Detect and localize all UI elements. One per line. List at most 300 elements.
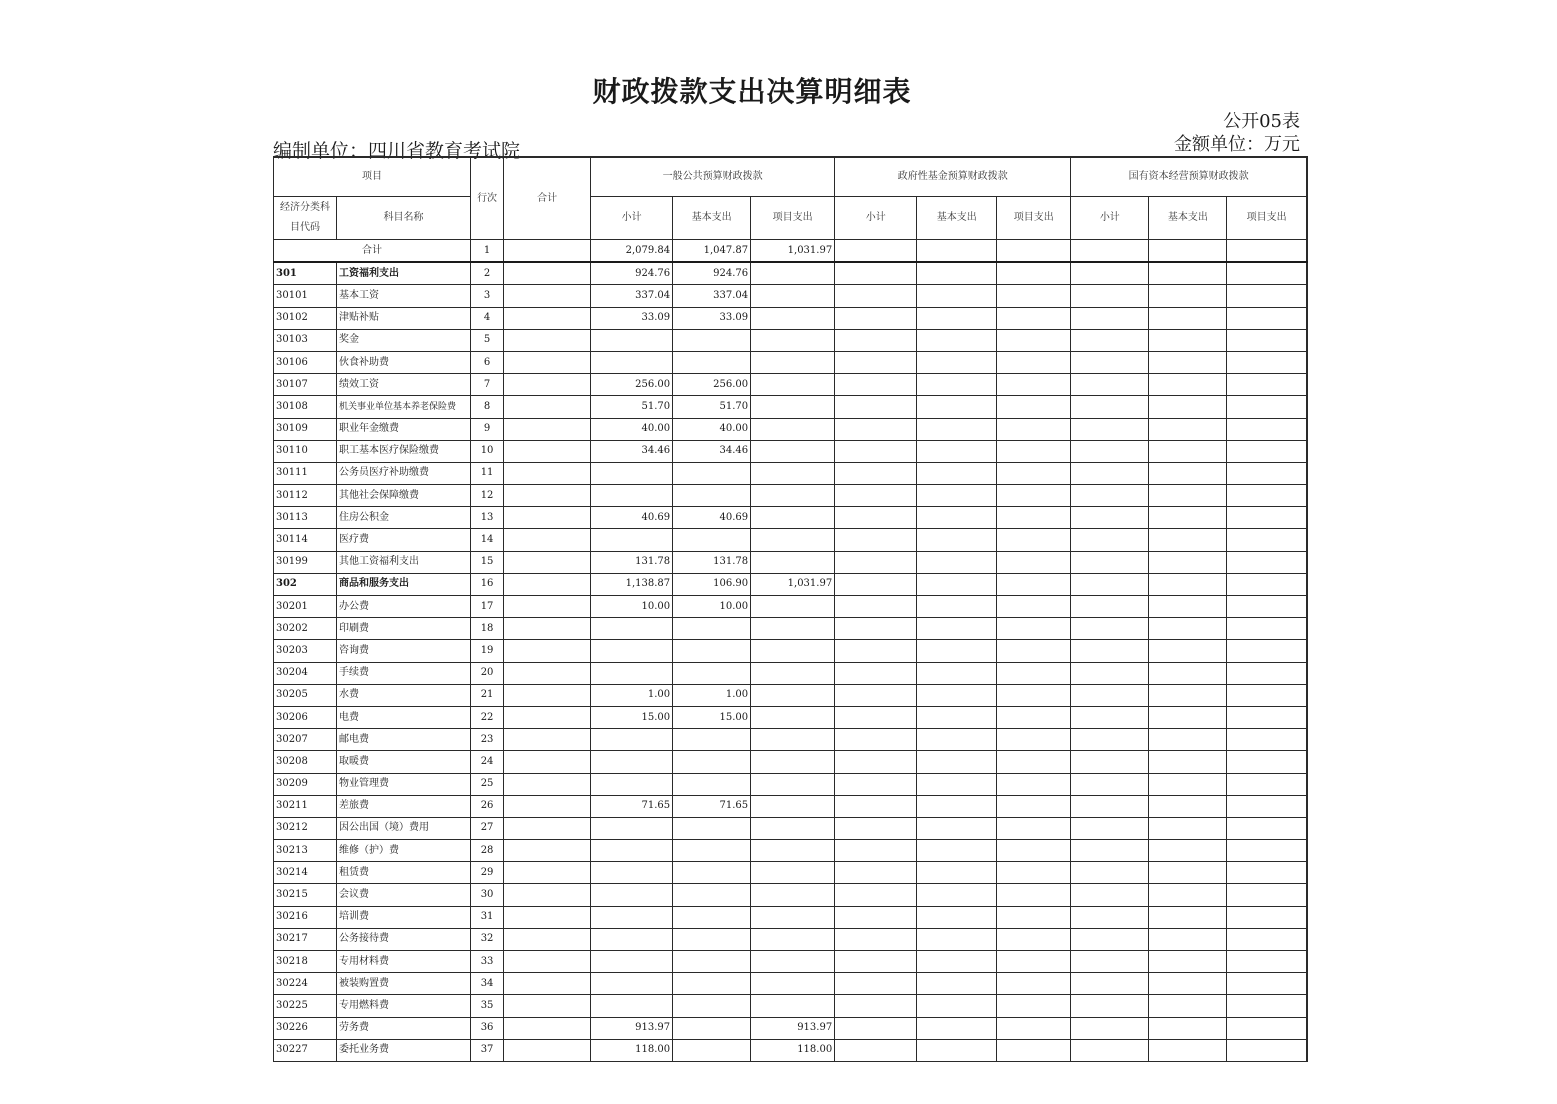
fund-subtotal-cell — [835, 596, 917, 618]
fund-basic-cell — [917, 462, 997, 484]
capital-basic-cell — [1149, 618, 1227, 640]
capital-project-cell — [1227, 440, 1307, 462]
econ-code-cell: 30215 — [274, 884, 337, 906]
line-no-cell: 20 — [471, 662, 504, 684]
table-row — [274, 684, 1308, 706]
table-row — [274, 507, 1308, 529]
fund-project-cell — [997, 1017, 1071, 1039]
total-cell — [504, 684, 591, 706]
table-row — [274, 551, 1308, 573]
line-no-cell: 6 — [471, 351, 504, 373]
item-name-cell: 专用燃料费 — [337, 995, 471, 1017]
general-subtotal-cell: 131.78 — [591, 551, 673, 573]
table-row — [274, 351, 1308, 373]
general-basic-cell: 51.70 — [673, 396, 751, 418]
header-row-no: 行次 — [471, 157, 504, 240]
econ-code-cell: 30211 — [274, 795, 337, 817]
general-project-cell — [751, 973, 835, 995]
line-no-cell: 19 — [471, 640, 504, 662]
item-name-cell: 租赁费 — [337, 862, 471, 884]
general-project-cell — [751, 795, 835, 817]
general-basic-cell: 15.00 — [673, 706, 751, 728]
fund-project-cell — [997, 396, 1071, 418]
general-basic-cell — [673, 951, 751, 973]
capital-subtotal-cell — [1071, 374, 1149, 396]
header-general-basic: 基本支出 — [673, 197, 751, 240]
fund-project-cell — [997, 928, 1071, 950]
total-cell — [504, 262, 591, 285]
econ-code-cell: 30199 — [274, 551, 337, 573]
total-cell — [504, 1039, 591, 1061]
capital-basic-cell — [1149, 462, 1227, 484]
fund-basic-cell — [917, 973, 997, 995]
capital-project-cell — [1227, 374, 1307, 396]
capital-basic-cell — [1149, 285, 1227, 307]
capital-subtotal-cell — [1071, 951, 1149, 973]
general-subtotal-cell — [591, 729, 673, 751]
econ-code-cell: 30112 — [274, 485, 337, 507]
capital-subtotal-cell — [1071, 1017, 1149, 1039]
general-basic-cell: 33.09 — [673, 307, 751, 329]
general-project-cell — [751, 884, 835, 906]
line-no-cell: 35 — [471, 995, 504, 1017]
capital-project-cell — [1227, 751, 1307, 773]
line-no-cell: 27 — [471, 817, 504, 839]
total-cell — [504, 285, 591, 307]
line-no-cell: 32 — [471, 928, 504, 950]
item-name-cell: 伙食补助费 — [337, 351, 471, 373]
fund-subtotal-cell — [835, 1017, 917, 1039]
general-basic-cell: 40.00 — [673, 418, 751, 440]
capital-basic-cell — [1149, 307, 1227, 329]
line-no-cell: 7 — [471, 374, 504, 396]
econ-code-cell: 30109 — [274, 418, 337, 440]
fund-project-cell — [997, 973, 1071, 995]
capital-project-cell — [1227, 329, 1307, 351]
table-row — [274, 1039, 1308, 1061]
general-project-cell — [751, 729, 835, 751]
fund-subtotal-cell — [835, 529, 917, 551]
total-cell — [504, 529, 591, 551]
general-project-cell — [751, 551, 835, 573]
table-row — [274, 773, 1308, 795]
total-cell — [504, 351, 591, 373]
general-subtotal-cell — [591, 884, 673, 906]
capital-basic-cell — [1149, 396, 1227, 418]
general-basic-cell: 71.65 — [673, 795, 751, 817]
table-row — [274, 396, 1308, 418]
table-row — [274, 374, 1308, 396]
line-no-cell: 10 — [471, 440, 504, 462]
capital-subtotal-cell — [1071, 596, 1149, 618]
econ-code-cell: 30102 — [274, 307, 337, 329]
line-no-cell: 17 — [471, 596, 504, 618]
fund-project-cell — [997, 551, 1071, 573]
capital-project-cell — [1227, 817, 1307, 839]
fund-subtotal-cell — [835, 751, 917, 773]
general-subtotal-cell: 337.04 — [591, 285, 673, 307]
total-cell — [504, 928, 591, 950]
capital-subtotal-cell — [1071, 396, 1149, 418]
fund-basic-cell — [917, 529, 997, 551]
general-project-cell — [751, 817, 835, 839]
item-name-cell: 绩效工资 — [337, 374, 471, 396]
total-cell — [504, 396, 591, 418]
fund-project-cell — [997, 307, 1071, 329]
total-cell — [504, 662, 591, 684]
item-name-cell: 机关事业单位基本养老保险费 — [337, 396, 471, 418]
capital-subtotal-cell — [1071, 307, 1149, 329]
empty-cell — [997, 240, 1071, 263]
general-subtotal-cell — [591, 351, 673, 373]
total-general-subtotal: 2,079.84 — [591, 240, 673, 263]
header-capital-basic: 基本支出 — [1149, 197, 1227, 240]
general-basic-cell: 256.00 — [673, 374, 751, 396]
fund-project-cell — [997, 462, 1071, 484]
item-name-cell: 培训费 — [337, 906, 471, 928]
general-basic-cell — [673, 840, 751, 862]
general-basic-cell: 10.00 — [673, 596, 751, 618]
table-row — [274, 884, 1308, 906]
capital-project-cell — [1227, 840, 1307, 862]
general-subtotal-cell: 1.00 — [591, 684, 673, 706]
fund-project-cell — [997, 351, 1071, 373]
capital-subtotal-cell — [1071, 729, 1149, 751]
general-project-cell — [751, 351, 835, 373]
general-subtotal-cell — [591, 751, 673, 773]
econ-code-cell: 30110 — [274, 440, 337, 462]
capital-project-cell — [1227, 706, 1307, 728]
fund-basic-cell — [917, 418, 997, 440]
general-basic-cell — [673, 640, 751, 662]
total-cell — [504, 329, 591, 351]
fund-basic-cell — [917, 596, 997, 618]
table-row — [274, 817, 1308, 839]
econ-code-cell: 30202 — [274, 618, 337, 640]
fund-subtotal-cell — [835, 374, 917, 396]
item-name-cell: 其他社会保障缴费 — [337, 485, 471, 507]
amount-unit: 金额单位：万元 — [1174, 134, 1300, 155]
capital-subtotal-cell — [1071, 462, 1149, 484]
capital-basic-cell — [1149, 862, 1227, 884]
fund-subtotal-cell — [835, 862, 917, 884]
header-fund-project: 项目支出 — [997, 197, 1071, 240]
general-subtotal-cell: 71.65 — [591, 795, 673, 817]
general-basic-cell — [673, 928, 751, 950]
econ-code-cell: 30204 — [274, 662, 337, 684]
table-row — [274, 928, 1308, 950]
capital-basic-cell — [1149, 485, 1227, 507]
capital-subtotal-cell — [1071, 418, 1149, 440]
econ-code-cell: 30224 — [274, 973, 337, 995]
capital-subtotal-cell — [1071, 618, 1149, 640]
fund-subtotal-cell — [835, 662, 917, 684]
general-basic-cell — [673, 351, 751, 373]
table-row — [274, 618, 1308, 640]
fund-basic-cell — [917, 928, 997, 950]
item-name-cell: 专用材料费 — [337, 951, 471, 973]
general-project-cell — [751, 751, 835, 773]
fund-basic-cell — [917, 795, 997, 817]
table-row — [274, 596, 1308, 618]
fund-project-cell — [997, 285, 1071, 307]
header-general-project: 项目支出 — [751, 197, 835, 240]
fund-subtotal-cell — [835, 906, 917, 928]
line-no-cell: 22 — [471, 706, 504, 728]
table-row — [274, 462, 1308, 484]
capital-basic-cell — [1149, 906, 1227, 928]
general-project-cell — [751, 995, 835, 1017]
fund-basic-cell — [917, 573, 997, 595]
header-econ-code: 经济分类科目代码 — [274, 197, 337, 240]
header-project: 项目 — [274, 157, 471, 197]
total-cell — [504, 596, 591, 618]
capital-basic-cell — [1149, 640, 1227, 662]
capital-project-cell — [1227, 884, 1307, 906]
capital-subtotal-cell — [1071, 640, 1149, 662]
total-cell — [504, 418, 591, 440]
general-basic-cell: 337.04 — [673, 285, 751, 307]
item-name-cell: 邮电费 — [337, 729, 471, 751]
table-row — [274, 285, 1308, 307]
fund-basic-cell — [917, 551, 997, 573]
fund-subtotal-cell — [835, 262, 917, 285]
item-name-cell: 手续费 — [337, 662, 471, 684]
fund-project-cell — [997, 529, 1071, 551]
fund-project-cell — [997, 684, 1071, 706]
line-no-cell: 2 — [471, 262, 504, 285]
fund-project-cell — [997, 640, 1071, 662]
page-title: 财政拨款支出决算明细表 — [592, 75, 912, 108]
general-subtotal-cell — [591, 995, 673, 1017]
general-subtotal-cell — [591, 973, 673, 995]
fund-basic-cell — [917, 262, 997, 285]
econ-code-cell: 30111 — [274, 462, 337, 484]
general-basic-cell — [673, 729, 751, 751]
fund-subtotal-cell — [835, 351, 917, 373]
general-project-cell — [751, 773, 835, 795]
item-name-cell: 电费 — [337, 706, 471, 728]
fund-subtotal-cell — [835, 640, 917, 662]
fund-project-cell — [997, 1039, 1071, 1061]
general-project-cell — [751, 440, 835, 462]
econ-code-cell: 30208 — [274, 751, 337, 773]
item-name-cell: 因公出国（境）费用 — [337, 817, 471, 839]
econ-code-cell: 30214 — [274, 862, 337, 884]
general-basic-cell — [673, 817, 751, 839]
general-basic-cell — [673, 662, 751, 684]
fund-subtotal-cell — [835, 618, 917, 640]
item-name-cell: 差旅费 — [337, 795, 471, 817]
general-subtotal-cell: 10.00 — [591, 596, 673, 618]
general-basic-cell: 106.90 — [673, 573, 751, 595]
header-total: 合计 — [504, 157, 591, 240]
total-cell — [504, 773, 591, 795]
fund-subtotal-cell — [835, 329, 917, 351]
capital-subtotal-cell — [1071, 507, 1149, 529]
capital-basic-cell — [1149, 684, 1227, 706]
line-no-cell: 16 — [471, 573, 504, 595]
capital-project-cell — [1227, 862, 1307, 884]
general-basic-cell — [673, 751, 751, 773]
capital-subtotal-cell — [1071, 329, 1149, 351]
item-name-cell: 委托业务费 — [337, 1039, 471, 1061]
general-basic-cell: 1.00 — [673, 684, 751, 706]
fund-project-cell — [997, 662, 1071, 684]
general-subtotal-cell: 913.97 — [591, 1017, 673, 1039]
capital-basic-cell — [1149, 374, 1227, 396]
fund-subtotal-cell — [835, 462, 917, 484]
line-no-cell: 12 — [471, 485, 504, 507]
fund-project-cell — [997, 884, 1071, 906]
fund-basic-cell — [917, 307, 997, 329]
fund-project-cell — [997, 773, 1071, 795]
item-name-cell: 取暖费 — [337, 751, 471, 773]
fund-basic-cell — [917, 840, 997, 862]
capital-basic-cell — [1149, 662, 1227, 684]
line-no-cell: 30 — [471, 884, 504, 906]
general-subtotal-cell — [591, 951, 673, 973]
capital-subtotal-cell — [1071, 485, 1149, 507]
capital-project-cell — [1227, 773, 1307, 795]
total-general-project: 1,031.97 — [751, 240, 835, 263]
fund-subtotal-cell — [835, 706, 917, 728]
table-row — [274, 307, 1308, 329]
capital-basic-cell — [1149, 262, 1227, 285]
general-subtotal-cell: 33.09 — [591, 307, 673, 329]
total-cell — [504, 973, 591, 995]
table-row — [274, 751, 1308, 773]
total-general-basic: 1,047.87 — [673, 240, 751, 263]
fund-basic-cell — [917, 751, 997, 773]
table-row — [274, 1017, 1308, 1039]
econ-code-cell: 30218 — [274, 951, 337, 973]
capital-project-cell — [1227, 596, 1307, 618]
fund-project-cell — [997, 729, 1071, 751]
fund-basic-cell — [917, 684, 997, 706]
line-no-cell: 9 — [471, 418, 504, 440]
general-subtotal-cell — [591, 640, 673, 662]
expenditure-table — [273, 156, 1308, 1062]
item-name-cell: 物业管理费 — [337, 773, 471, 795]
capital-subtotal-cell — [1071, 840, 1149, 862]
table-row — [274, 995, 1308, 1017]
capital-project-cell — [1227, 951, 1307, 973]
header-general-subtotal: 小计 — [591, 197, 673, 240]
econ-code-cell: 301 — [274, 262, 337, 285]
general-basic-cell — [673, 329, 751, 351]
general-subtotal-cell — [591, 462, 673, 484]
item-name-cell: 印刷费 — [337, 618, 471, 640]
item-name-cell: 职业年金缴费 — [337, 418, 471, 440]
general-subtotal-cell — [591, 840, 673, 862]
fund-subtotal-cell — [835, 684, 917, 706]
general-project-cell — [751, 596, 835, 618]
fund-subtotal-cell — [835, 440, 917, 462]
capital-basic-cell — [1149, 418, 1227, 440]
general-subtotal-cell — [591, 485, 673, 507]
fund-basic-cell — [917, 884, 997, 906]
fund-subtotal-cell — [835, 951, 917, 973]
fund-project-cell — [997, 795, 1071, 817]
line-no-cell: 3 — [471, 285, 504, 307]
fund-basic-cell — [917, 640, 997, 662]
fund-project-cell — [997, 440, 1071, 462]
total-label: 合计 — [274, 240, 471, 263]
econ-code-cell: 30103 — [274, 329, 337, 351]
econ-code-cell: 30225 — [274, 995, 337, 1017]
general-project-cell — [751, 928, 835, 950]
total-cell — [504, 840, 591, 862]
total-cell — [504, 1017, 591, 1039]
total-cell — [504, 618, 591, 640]
capital-subtotal-cell — [1071, 862, 1149, 884]
econ-code-cell: 30201 — [274, 596, 337, 618]
capital-project-cell — [1227, 684, 1307, 706]
general-subtotal-cell: 51.70 — [591, 396, 673, 418]
general-basic-cell — [673, 1017, 751, 1039]
fund-project-cell — [997, 573, 1071, 595]
capital-basic-cell — [1149, 973, 1227, 995]
econ-code-cell: 30227 — [274, 1039, 337, 1061]
general-project-cell: 913.97 — [751, 1017, 835, 1039]
general-subtotal-cell: 40.00 — [591, 418, 673, 440]
general-project-cell: 118.00 — [751, 1039, 835, 1061]
general-project-cell — [751, 529, 835, 551]
general-subtotal-cell — [591, 618, 673, 640]
econ-code-cell: 30108 — [274, 396, 337, 418]
capital-basic-cell — [1149, 596, 1227, 618]
header-state-capital-budget: 国有资本经营预算财政拨款 — [1071, 157, 1307, 197]
line-no-cell: 23 — [471, 729, 504, 751]
general-project-cell — [751, 462, 835, 484]
fund-project-cell — [997, 951, 1071, 973]
capital-project-cell — [1227, 973, 1307, 995]
fund-basic-cell — [917, 906, 997, 928]
empty-cell — [835, 240, 917, 263]
capital-subtotal-cell — [1071, 773, 1149, 795]
econ-code-cell: 30207 — [274, 729, 337, 751]
capital-subtotal-cell — [1071, 662, 1149, 684]
table-row — [274, 485, 1308, 507]
total-row — [274, 240, 1308, 263]
capital-subtotal-cell — [1071, 262, 1149, 285]
capital-subtotal-cell — [1071, 351, 1149, 373]
fund-basic-cell — [917, 1039, 997, 1061]
general-project-cell — [751, 262, 835, 285]
line-no-cell: 34 — [471, 973, 504, 995]
fund-subtotal-cell — [835, 551, 917, 573]
fund-basic-cell — [917, 351, 997, 373]
table-row — [274, 262, 1308, 285]
general-project-cell — [751, 951, 835, 973]
general-basic-cell: 131.78 — [673, 551, 751, 573]
fund-project-cell — [997, 507, 1071, 529]
line-no-cell: 37 — [471, 1039, 504, 1061]
general-basic-cell: 40.69 — [673, 507, 751, 529]
fund-project-cell — [997, 751, 1071, 773]
general-project-cell — [751, 374, 835, 396]
general-subtotal-cell: 118.00 — [591, 1039, 673, 1061]
fund-basic-cell — [917, 285, 997, 307]
line-no-cell: 31 — [471, 906, 504, 928]
fund-project-cell — [997, 706, 1071, 728]
general-subtotal-cell — [591, 906, 673, 928]
econ-code-cell: 30106 — [274, 351, 337, 373]
item-name-cell: 公务员医疗补助缴费 — [337, 462, 471, 484]
total-cell — [504, 485, 591, 507]
table-row — [274, 529, 1308, 551]
